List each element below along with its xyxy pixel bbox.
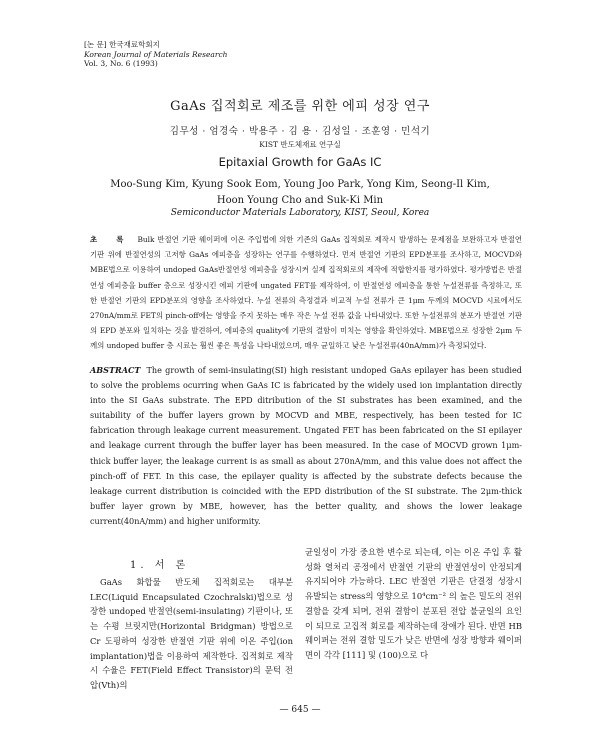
journal-name: Korean Journal of Materials Research — [84, 49, 228, 59]
section-heading: 1. 서 론 — [130, 560, 190, 571]
journal-volume: Vol. 3, No. 6 (1993) — [84, 59, 158, 68]
english-abstract-text: The growth of semi-insulating(SI) high resistant undoped GaAs epilayer has been studied to solve the problems ocurring when GaAs IC is fabricated by the widely used ion implantation directly into the SI GaAs substrate. The EPD ditribution of the SI substrates has been examined, and the suitability of the buffer layers grown by MOCVD and MBE, respectively, has been tested for IC fabrication through leakage current measurement. Ungated FET has been fabricated on the SI epilayer and leakage current through the buffer layer has been measured. In the case of MOCVD grown 1μm-thick buffer layer, the leakage current is as small as about 270nA/mm, and this value does not affect the pinch-off of FET. In this case, the epilayer quality is affected by the substrate defects because the leakage current distribution is coincided with the EPD distribution of the SI substrate. The 2μm-thick buffer layer grown by MBE, however, has the better quality, and shows the lower leakage current(40nA/mm) and higher uniformity. — [90, 365, 522, 526]
journal-category: [논 문] 한국재료학회지 — [84, 40, 160, 49]
english-institution: Semiconductor Materials Laboratory, KIST, Seoul, Korea — [170, 208, 430, 218]
intro-right-column: 균일성이 가장 중요한 변수로 되는데, 이는 이온 주입 후 활성화 열처리 공정에서 반절연 기판의 반절연성이 안정되게 유지되어야 가능하다. LEC 반절연 기판은 단결정 성장시 유발되는 stress의 영향으로 10⁴cm⁻² 의 높은 밀도의 전위 결함을 갖게 되며, 전위 결함이 분포된 전압 불균일의 요인이 되므로 고집적 회로를 제작하는데 장애가 된다. 반면 HB 웨이퍼는 전위 결함 밀도가 낮은 반면에 성장 방향과 웨이퍼 면이 각각 [111] 및 (100)으로 다 — [305, 547, 522, 660]
korean-authors: 김무성 · 엄경숙 · 박용주 · 김 용 · 김성일 · 조훈영 · 민석기 — [169, 126, 431, 137]
intro-left-column: GaAs 화합물 반도체 집적회로는 대부분 LEC(Liquid Encapsulated Czochralski)법으로 성장한 undoped 반절연(semi-insulating) 기판이나, 또는 수평 브릿지만(Horizontal Bridgman) 방법으로 Cr 도핑하여 성장한 반절연 기판 위에 이온 주입(ion implantation)법을 이용하여 제작한다. 집적회로 제작시 수율은 FET(Field Effect Transistor)의 문턱 전압(Vth)의 — [90, 577, 293, 690]
english-abstract-label: ABSTRACT — [90, 365, 141, 375]
english-authors: Moo-Sung Kim, Kyung Sook Eom, Young Joo Park, Yong Kim, Seong-Il Kim, Hoon Young Cho and Suk-Ki Min — [110, 179, 490, 206]
korean-institution: KIST 반도체재료 연구실 — [259, 140, 341, 149]
journal-header — [84, 40, 227, 69]
korean-title: GaAs 집적회로 제조를 위한 에피 성장 연구 — [170, 99, 430, 114]
korean-abstract-label: 초 록 — [90, 235, 132, 244]
english-title: Epitaxial Growth for GaAs IC — [218, 155, 382, 169]
english-abstract — [90, 363, 522, 529]
korean-abstract — [90, 232, 522, 354]
page-number: — 645 — — [279, 705, 321, 715]
korean-abstract-text: Bulk 반절연 기판 웨이퍼에 이온 주입법에 의한 기존의 GaAs 집적회로 제작시 발생하는 문제점을 보완하고자 반절연 기판 위에 반절연성의 고저항 GaAs 에피층을 성장하는 연구를 수행하였다. 먼저 반절연 기판의 EPD분포를 조사하고, MOCVD와 MBE법으로 이용하여 undoped GaAs반절연성 에피층을 성장시켜 실제 집적회로의 제작에 적합한지를 평가하였다. 평가방법은 반절연성 에피층을 buffer 층으로 성장시킨 에피 기판에 ungated FET를 제작하여, 이 반절연성 에피층을 통한 누설전류를 측정하고, 또한 반절연 기판의 EPD분포의 영향을 조사하였다. 누설 전류의 측정결과 비교적 누설 전류가 큰 1μm 두께의 MOCVD 시료에서도 270nA/mm로 FET의 pinch-off에는 영향을 주지 못하는 매우 작은 누설 전류 값을 나타내었다. 또한 누설전류의 분포가 반절연 기판의 EPD 분포와 일치하는 것을 발견하여, 에피층의 quality에 기판의 결함이 미치는 영향을 확인하였다. MBE법으로 성장한 2μm 두께의 undoped buffer 층 시료는 훨씬 좋은 특성을 나타내었으며, 매우 균일하고 낮은 누설전류(40nA/mm)가 측정되었다. — [90, 235, 522, 351]
